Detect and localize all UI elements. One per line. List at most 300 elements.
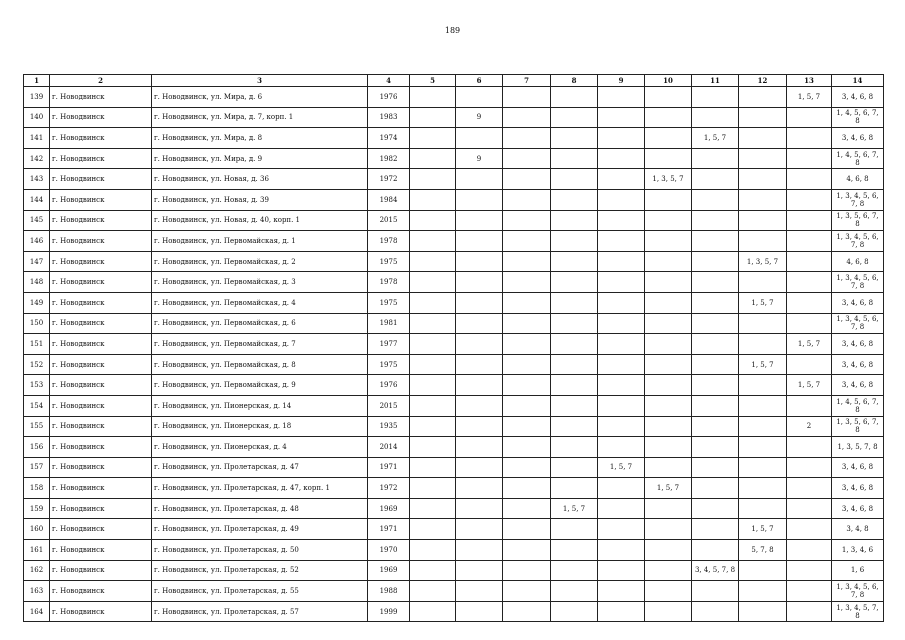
col6-cell [456,251,503,272]
col8-cell [551,540,598,561]
col8-cell [551,457,598,478]
col6-cell [456,519,503,540]
col14-cell: 3, 4, 6, 8 [832,375,884,396]
col12-cell [739,128,787,149]
col5-cell [410,354,456,375]
col6-cell [456,478,503,499]
col7-cell [503,540,551,561]
row-number: 145 [24,210,50,231]
col10-cell [645,540,692,561]
col10-cell [645,395,692,416]
col11-cell [692,416,739,437]
year-cell: 1988 [368,581,410,602]
col13-cell [787,354,832,375]
row-number: 157 [24,457,50,478]
address-cell: г. Новодвинск, ул. Первомайская, д. 9 [152,375,368,396]
col14-cell: 1, 3, 4, 5, 6, 7, 8 [832,272,884,293]
col11-cell [692,251,739,272]
col12-cell [739,560,787,581]
city-cell: г. Новодвинск [50,354,152,375]
col5-cell [410,478,456,499]
col7-cell [503,148,551,169]
address-cell: г. Новодвинск, ул. Пролетарская, д. 57 [152,601,368,622]
column-header-9: 9 [598,75,645,87]
col11-cell [692,354,739,375]
col12-cell [739,107,787,128]
column-header-14: 14 [832,75,884,87]
col11-cell [692,148,739,169]
col12-cell [739,334,787,355]
col8-cell [551,416,598,437]
col10-cell [645,107,692,128]
col9-cell [598,231,645,252]
column-header-2: 2 [50,75,152,87]
col7-cell [503,210,551,231]
col8-cell [551,313,598,334]
col14-cell: 3, 4, 6, 8 [832,354,884,375]
city-cell: г. Новодвинск [50,251,152,272]
year-cell: 1971 [368,457,410,478]
table-row [24,148,884,169]
col12-cell [739,87,787,108]
year-cell: 2015 [368,395,410,416]
col14-cell: 3, 4, 6, 8 [832,457,884,478]
address-cell: г. Новодвинск, ул. Пионерская, д. 14 [152,395,368,416]
header-row [24,75,884,87]
city-cell: г. Новодвинск [50,334,152,355]
table-row [24,189,884,210]
col9-cell [598,540,645,561]
col8-cell [551,148,598,169]
col8-cell [551,560,598,581]
table-row [24,540,884,561]
col10-cell [645,498,692,519]
col6-cell [456,498,503,519]
col8-cell [551,375,598,396]
col9-cell [598,354,645,375]
col6-cell [456,231,503,252]
col10-cell [645,560,692,581]
col13-cell [787,189,832,210]
year-cell: 1969 [368,560,410,581]
address-cell: г. Новодвинск, ул. Пролетарская, д. 49 [152,519,368,540]
col9-cell [598,313,645,334]
col6-cell [456,292,503,313]
col14-cell: 1, 3, 5, 7, 8 [832,437,884,458]
col8-cell [551,437,598,458]
col12-cell [739,189,787,210]
column-header-6: 6 [456,75,503,87]
col13-cell [787,251,832,272]
col10-cell [645,354,692,375]
address-cell: г. Новодвинск, ул. Пионерская, д. 18 [152,416,368,437]
table-row [24,395,884,416]
row-number: 152 [24,354,50,375]
year-cell: 1972 [368,169,410,190]
col11-cell: 3, 4, 5, 7, 8 [692,560,739,581]
col12-cell: 1, 5, 7 [739,354,787,375]
col14-cell: 1, 4, 5, 6, 7, 8 [832,395,884,416]
col14-cell: 3, 4, 6, 8 [832,498,884,519]
year-cell: 1970 [368,540,410,561]
col14-cell: 1, 3, 5, 6, 7, 8 [832,416,884,437]
col14-cell: 3, 4, 6, 8 [832,334,884,355]
col13-cell [787,231,832,252]
address-cell: г. Новодвинск, ул. Новая, д. 36 [152,169,368,190]
address-cell: г. Новодвинск, ул. Пролетарская, д. 47 [152,457,368,478]
year-cell: 1999 [368,601,410,622]
col7-cell [503,560,551,581]
col6-cell [456,354,503,375]
col13-cell [787,601,832,622]
col13-cell: 1, 5, 7 [787,375,832,396]
col7-cell [503,457,551,478]
col8-cell [551,189,598,210]
col11-cell [692,601,739,622]
col10-cell [645,375,692,396]
row-number: 160 [24,519,50,540]
col9-cell [598,107,645,128]
year-cell: 1971 [368,519,410,540]
col10-cell [645,231,692,252]
col9-cell [598,128,645,149]
col8-cell [551,107,598,128]
year-cell: 1976 [368,375,410,396]
col8-cell [551,210,598,231]
col11-cell [692,231,739,252]
col6-cell [456,272,503,293]
col6-cell [456,416,503,437]
address-cell: г. Новодвинск, ул. Пролетарская, д. 50 [152,540,368,561]
table-body [24,87,884,622]
year-cell: 1975 [368,354,410,375]
page-number: 189 [444,26,461,35]
city-cell: г. Новодвинск [50,478,152,499]
col14-cell: 1, 3, 4, 6 [832,540,884,561]
col10-cell [645,334,692,355]
table-row [24,375,884,396]
column-header-8: 8 [551,75,598,87]
city-cell: г. Новодвинск [50,210,152,231]
col13-cell [787,498,832,519]
column-header-11: 11 [692,75,739,87]
address-cell: г. Новодвинск, ул. Первомайская, д. 1 [152,231,368,252]
col14-cell: 1, 3, 4, 5, 6, 7, 8 [832,189,884,210]
city-cell: г. Новодвинск [50,540,152,561]
register-table [23,74,884,622]
col11-cell [692,87,739,108]
col6-cell [456,210,503,231]
address-cell: г. Новодвинск, ул. Мира, д. 8 [152,128,368,149]
col9-cell [598,519,645,540]
table-row [24,313,884,334]
table-row [24,498,884,519]
row-number: 158 [24,478,50,499]
address-cell: г. Новодвинск, ул. Пролетарская, д. 52 [152,560,368,581]
col10-cell [645,128,692,149]
col5-cell [410,148,456,169]
table-row [24,437,884,458]
row-number: 151 [24,334,50,355]
col6-cell [456,395,503,416]
address-cell: г. Новодвинск, ул. Мира, д. 6 [152,87,368,108]
col5-cell [410,375,456,396]
city-cell: г. Новодвинск [50,581,152,602]
address-cell: г. Новодвинск, ул. Первомайская, д. 2 [152,251,368,272]
col6-cell [456,457,503,478]
col8-cell [551,231,598,252]
col5-cell [410,457,456,478]
col12-cell: 1, 5, 7 [739,292,787,313]
col13-cell [787,313,832,334]
col9-cell [598,292,645,313]
year-cell: 1972 [368,478,410,499]
col11-cell [692,375,739,396]
col11-cell [692,292,739,313]
year-cell: 2015 [368,210,410,231]
col11-cell [692,210,739,231]
col9-cell [598,272,645,293]
row-number: 140 [24,107,50,128]
col12-cell [739,498,787,519]
col8-cell [551,334,598,355]
col13-cell: 1, 5, 7 [787,334,832,355]
col5-cell [410,395,456,416]
year-cell: 1976 [368,87,410,108]
col13-cell [787,457,832,478]
city-cell: г. Новодвинск [50,231,152,252]
col13-cell [787,395,832,416]
table-row [24,107,884,128]
city-cell: г. Новодвинск [50,375,152,396]
city-cell: г. Новодвинск [50,560,152,581]
col5-cell [410,107,456,128]
col7-cell [503,313,551,334]
col10-cell [645,87,692,108]
year-cell: 1982 [368,148,410,169]
city-cell: г. Новодвинск [50,87,152,108]
row-number: 144 [24,189,50,210]
city-cell: г. Новодвинск [50,272,152,293]
col5-cell [410,540,456,561]
col5-cell [410,519,456,540]
col10-cell [645,581,692,602]
col9-cell [598,581,645,602]
col7-cell [503,189,551,210]
col6-cell [456,540,503,561]
col13-cell [787,292,832,313]
col13-cell: 2 [787,416,832,437]
col12-cell [739,601,787,622]
col9-cell [598,375,645,396]
col12-cell: 1, 5, 7 [739,519,787,540]
col5-cell [410,189,456,210]
col12-cell [739,478,787,499]
col12-cell [739,395,787,416]
col7-cell [503,169,551,190]
col13-cell [787,107,832,128]
col10-cell [645,313,692,334]
col12-cell [739,581,787,602]
year-cell: 1974 [368,128,410,149]
col6-cell: 9 [456,107,503,128]
row-number: 141 [24,128,50,149]
col10-cell [645,189,692,210]
col14-cell: 4, 6, 8 [832,251,884,272]
col6-cell [456,169,503,190]
col7-cell [503,107,551,128]
table-row [24,210,884,231]
col12-cell [739,169,787,190]
col10-cell [645,416,692,437]
address-cell: г. Новодвинск, ул. Пролетарская, д. 55 [152,581,368,602]
col7-cell [503,292,551,313]
col9-cell [598,87,645,108]
col14-cell: 1, 4, 5, 6, 7, 8 [832,107,884,128]
col13-cell [787,519,832,540]
col7-cell [503,375,551,396]
col11-cell [692,313,739,334]
col9-cell [598,560,645,581]
col12-cell [739,416,787,437]
row-number: 146 [24,231,50,252]
col6-cell [456,581,503,602]
address-cell: г. Новодвинск, ул. Первомайская, д. 4 [152,292,368,313]
col11-cell [692,581,739,602]
col12-cell [739,272,787,293]
col11-cell [692,334,739,355]
col10-cell [645,292,692,313]
col5-cell [410,272,456,293]
col8-cell [551,601,598,622]
city-cell: г. Новодвинск [50,395,152,416]
year-cell: 1975 [368,292,410,313]
col6-cell [456,375,503,396]
table-row [24,581,884,602]
col5-cell [410,313,456,334]
col14-cell: 1, 3, 4, 5, 7, 8 [832,601,884,622]
col5-cell [410,601,456,622]
col8-cell [551,354,598,375]
col14-cell: 1, 3, 4, 5, 6, 7, 8 [832,581,884,602]
col12-cell [739,457,787,478]
col7-cell [503,601,551,622]
table-row [24,169,884,190]
col6-cell [456,334,503,355]
col9-cell: 1, 5, 7 [598,457,645,478]
col8-cell [551,292,598,313]
row-number: 150 [24,313,50,334]
column-header-13: 13 [787,75,832,87]
col13-cell [787,128,832,149]
col10-cell [645,519,692,540]
col9-cell [598,498,645,519]
row-number: 139 [24,87,50,108]
year-cell: 1981 [368,313,410,334]
col5-cell [410,87,456,108]
col8-cell: 1, 5, 7 [551,498,598,519]
row-number: 161 [24,540,50,561]
col13-cell [787,169,832,190]
col9-cell [598,189,645,210]
row-number: 155 [24,416,50,437]
city-cell: г. Новодвинск [50,169,152,190]
col12-cell [739,437,787,458]
address-cell: г. Новодвинск, ул. Пионерская, д. 4 [152,437,368,458]
column-header-7: 7 [503,75,551,87]
city-cell: г. Новодвинск [50,457,152,478]
city-cell: г. Новодвинск [50,292,152,313]
col7-cell [503,416,551,437]
year-cell: 1984 [368,189,410,210]
col10-cell [645,272,692,293]
address-cell: г. Новодвинск, ул. Новая, д. 40, корп. 1 [152,210,368,231]
address-cell: г. Новодвинск, ул. Первомайская, д. 8 [152,354,368,375]
col11-cell [692,457,739,478]
col5-cell [410,416,456,437]
address-cell: г. Новодвинск, ул. Мира, д. 7, корп. 1 [152,107,368,128]
table-row [24,478,884,499]
col13-cell [787,148,832,169]
col7-cell [503,437,551,458]
col11-cell [692,189,739,210]
col5-cell [410,210,456,231]
col11-cell: 1, 5, 7 [692,128,739,149]
col11-cell [692,478,739,499]
year-cell: 2014 [368,437,410,458]
col8-cell [551,519,598,540]
city-cell: г. Новодвинск [50,189,152,210]
row-number: 153 [24,375,50,396]
row-number: 154 [24,395,50,416]
col9-cell [598,395,645,416]
city-cell: г. Новодвинск [50,437,152,458]
col14-cell: 4, 6, 8 [832,169,884,190]
col5-cell [410,581,456,602]
col12-cell [739,210,787,231]
col13-cell [787,581,832,602]
col7-cell [503,581,551,602]
col10-cell [645,437,692,458]
col7-cell [503,519,551,540]
year-cell: 1969 [368,498,410,519]
col11-cell [692,498,739,519]
city-cell: г. Новодвинск [50,601,152,622]
row-number: 147 [24,251,50,272]
col9-cell [598,210,645,231]
col10-cell [645,601,692,622]
table-row [24,560,884,581]
col9-cell [598,334,645,355]
col14-cell: 1, 6 [832,560,884,581]
col10-cell: 1, 3, 5, 7 [645,169,692,190]
column-header-5: 5 [410,75,456,87]
col7-cell [503,231,551,252]
city-cell: г. Новодвинск [50,416,152,437]
col13-cell [787,437,832,458]
city-cell: г. Новодвинск [50,148,152,169]
col13-cell [787,272,832,293]
col9-cell [598,437,645,458]
city-cell: г. Новодвинск [50,498,152,519]
row-number: 156 [24,437,50,458]
col11-cell [692,169,739,190]
col7-cell [503,334,551,355]
row-number: 159 [24,498,50,519]
col8-cell [551,395,598,416]
col11-cell [692,272,739,293]
col5-cell [410,128,456,149]
